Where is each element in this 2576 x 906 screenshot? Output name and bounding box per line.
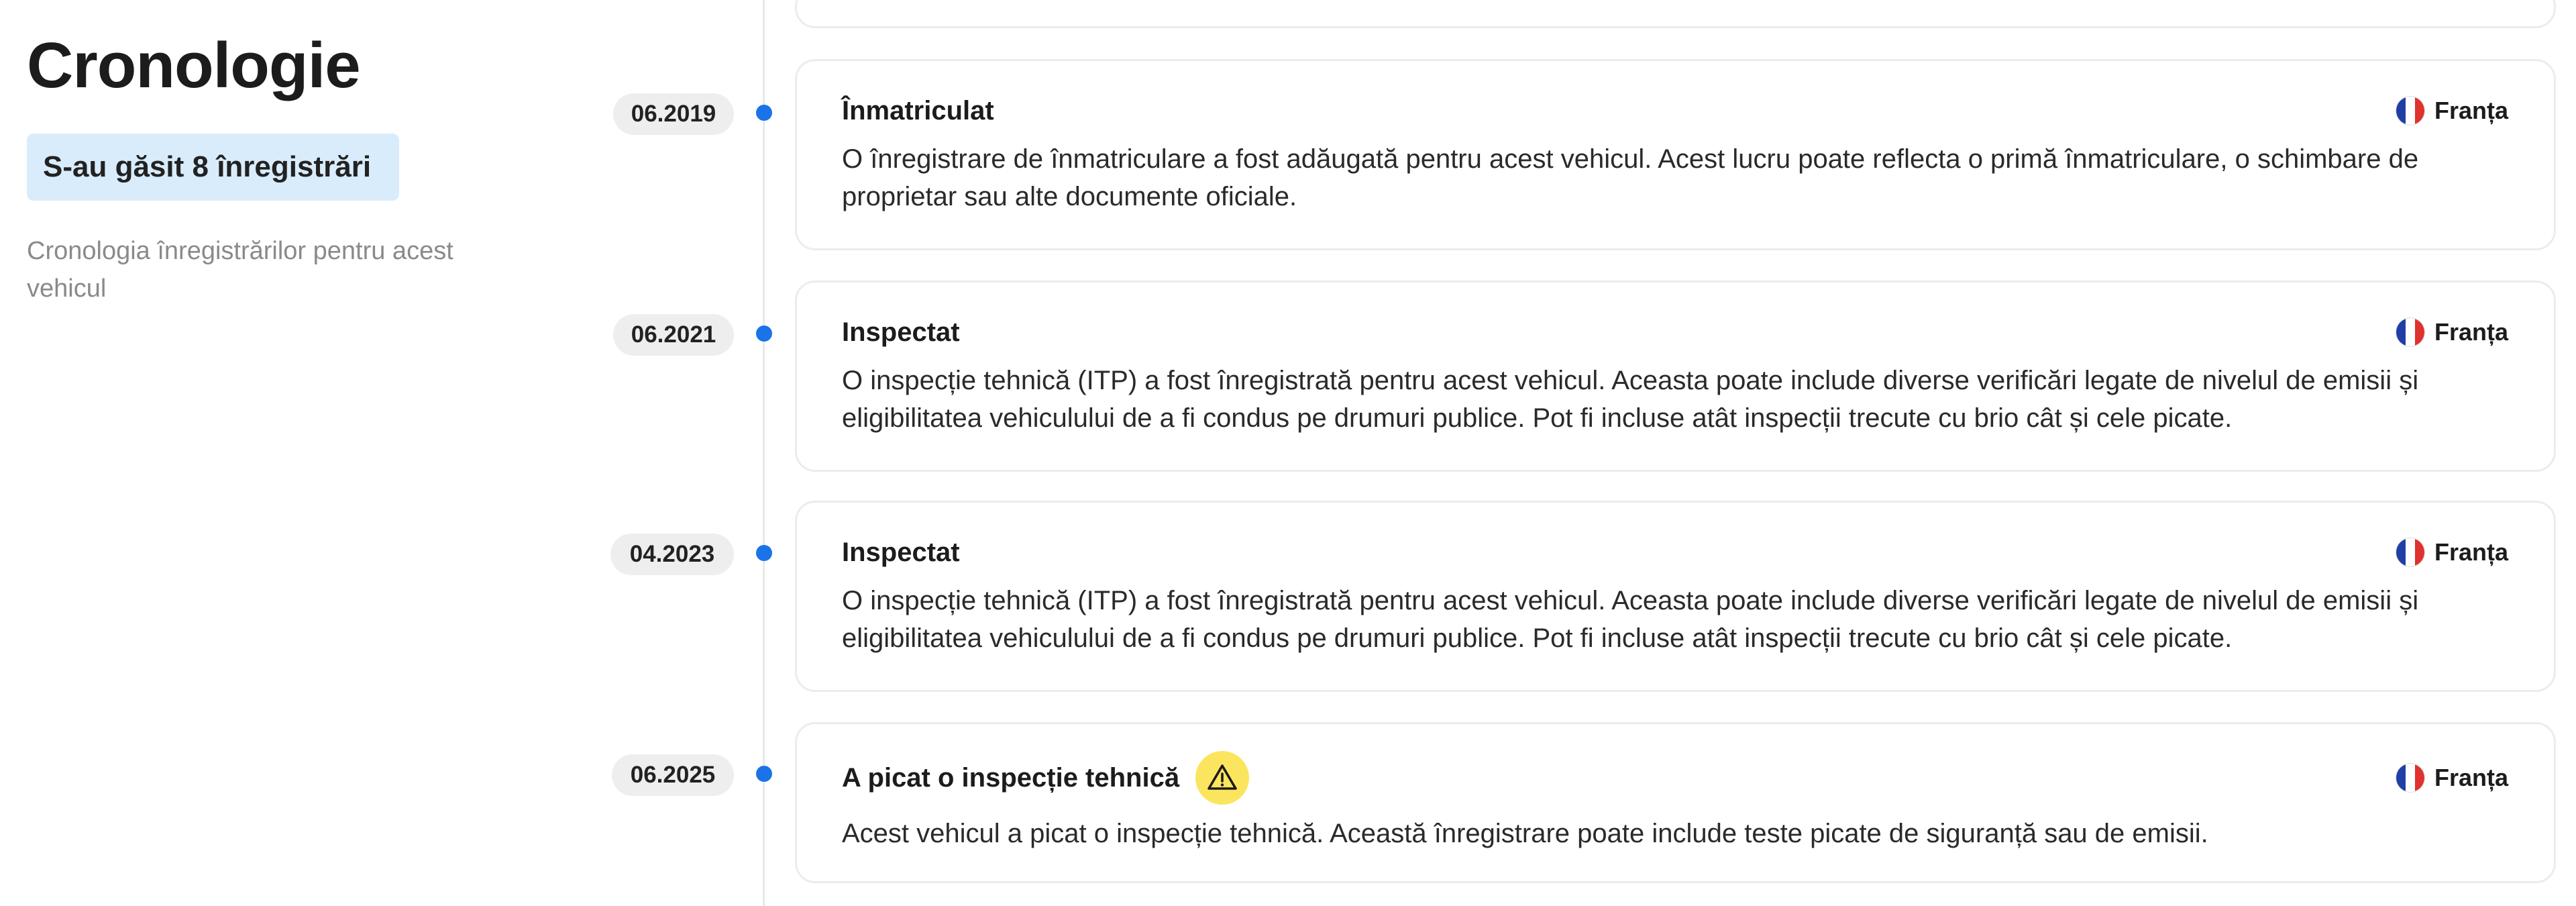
timeline-card	[795, 722, 2556, 883]
records-count-badge: S-au găsit 8 înregistrări	[27, 134, 399, 201]
timeline-dot	[756, 105, 772, 121]
france-flag-icon	[2396, 317, 2425, 347]
event-title: A picat o inspecție tehnică	[842, 763, 1180, 793]
timeline-date: 06.2019	[613, 93, 734, 135]
event-description: Acest vehicul a picat o inspecție tehnică. Această înregistrare poate include teste picate de siguranță sau de emisii.	[842, 819, 2208, 848]
timeline-date: 06.2021	[613, 314, 734, 356]
event-title: Inspectat	[842, 538, 960, 567]
timeline-dot	[756, 545, 772, 561]
country-name: Franța	[2434, 318, 2508, 346]
event-title: Inspectat	[842, 317, 960, 347]
event-description: O inspecție tehnică (ITP) a fost înregistrată pentru acest vehicul. Aceasta poate include diverse verificări legate de nivelul de emisii și eligibilitatea vehiculului de a fi condus pe drumuri publice. Pot fi incluse atât inspecții trecute cu brio cât și cele picate.	[842, 366, 2419, 433]
event-description: O inspecție tehnică (ITP) a fost înregistrată pentru acest vehicul. Aceasta poate include diverse verificări legate de nivelul de emisii și eligibilitatea vehiculului de a fi condus pe drumuri publice. Pot fi incluse atât inspecții trecute cu brio cât și cele picate.	[842, 586, 2419, 653]
timeline-card	[795, 281, 2556, 472]
country-name: Franța	[2434, 764, 2508, 791]
france-flag-icon	[2396, 96, 2425, 125]
event-title: Înmatriculat	[842, 96, 994, 125]
page-subtitle: Cronologia înregistrărilor pentru acest vehicul	[27, 237, 453, 303]
event-description: O înregistrare de înmatriculare a fost adăugată pentru acest vehicul. Acest lucru poate reflecta o primă înmatriculare, o schimbare de proprietar sau alte documente oficiale.	[842, 144, 2419, 211]
timeline-card-partial	[795, 0, 2556, 28]
timeline-date: 04.2023	[610, 534, 734, 575]
timeline-dot	[756, 766, 772, 782]
country-name: Franța	[2434, 97, 2508, 124]
country-label	[2396, 95, 2508, 127]
page-title: Cronologie	[27, 30, 360, 101]
country-label	[2396, 536, 2508, 568]
warning-icon	[1195, 751, 1249, 805]
country-label	[2396, 316, 2508, 348]
event-title-row	[842, 751, 1249, 805]
country-label	[2396, 762, 2508, 794]
timeline-card	[795, 59, 2556, 250]
france-flag-icon	[2396, 763, 2425, 793]
france-flag-icon	[2396, 538, 2425, 567]
timeline-card	[795, 501, 2556, 692]
country-name: Franța	[2434, 538, 2508, 566]
timeline-date: 06.2025	[612, 754, 734, 796]
timeline-dot	[756, 325, 772, 342]
